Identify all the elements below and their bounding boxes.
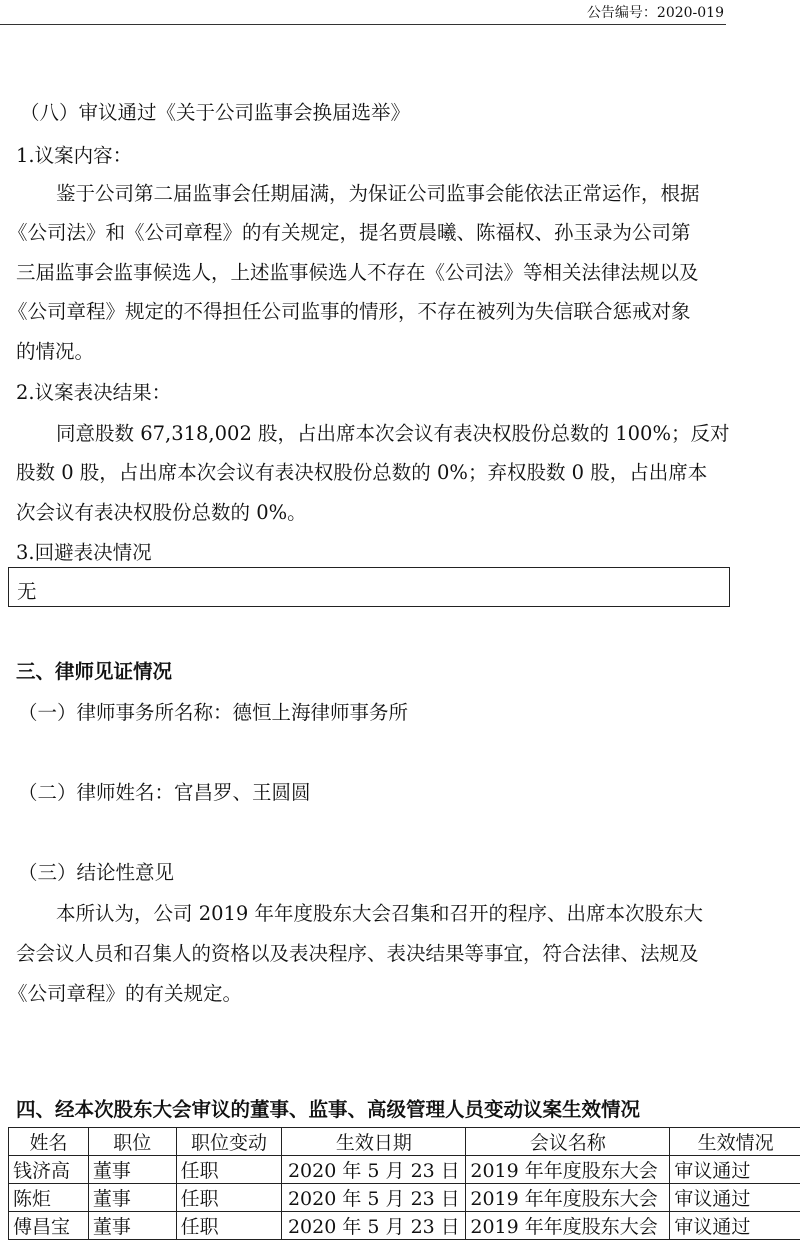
col-name-header: 姓名 xyxy=(9,1128,89,1156)
table-row xyxy=(9,1184,800,1212)
opinion-line: 《公司章程》的有关规定。 xyxy=(8,978,242,1006)
lawyer-names: （二）律师姓名：官昌罗、王圆圆 xyxy=(18,777,311,805)
cell-meeting: 2019 年年度股东大会 xyxy=(466,1184,670,1212)
item1-line: 《公司法》和《公司章程》的有关规定，提名贾晨曦、陈福权、孙玉录为公司第 xyxy=(8,217,691,245)
item1-label: 1.议案内容： xyxy=(16,140,132,168)
cell-name: 钱济高 xyxy=(9,1156,89,1184)
item1-line: 的情况。 xyxy=(16,336,94,364)
item1-line: 《公司章程》规定的不得担任公司监事的情形，不存在被列为失信联合惩戒对象 xyxy=(8,296,691,324)
opinion-line: 本所认为，公司 2019 年年度股东大会召集和召开的程序、出席本次股东大 xyxy=(56,898,703,926)
cell-change: 任职 xyxy=(176,1156,282,1184)
announcement-code: 公告编号：2020-019 xyxy=(587,2,724,22)
cell-position: 董事 xyxy=(88,1156,176,1184)
col-position-header: 职位 xyxy=(88,1128,176,1156)
col-meeting-header: 会议名称 xyxy=(466,1128,670,1156)
cell-meeting: 2019 年年度股东大会 xyxy=(466,1156,670,1184)
recusal-value: 无 xyxy=(17,576,37,604)
section4-title: 四、经本次股东大会审议的董事、监事、高级管理人员变动议案生效情况 xyxy=(16,1094,640,1122)
cell-status: 审议通过 xyxy=(670,1156,800,1184)
section8-title: （八）审议通过《关于公司监事会换届选举》 xyxy=(20,97,410,125)
law-firm-name: （一）律师事务所名称：德恒上海律师事务所 xyxy=(18,697,408,725)
cell-position: 董事 xyxy=(88,1212,176,1240)
personnel-change-table xyxy=(8,1127,800,1240)
cell-change: 任职 xyxy=(176,1212,282,1240)
cell-status: 审议通过 xyxy=(670,1212,800,1240)
cell-change: 任职 xyxy=(176,1184,282,1212)
cell-date: 2020 年 5 月 23 日 xyxy=(282,1156,466,1184)
cell-status: 审议通过 xyxy=(670,1184,800,1212)
table-row xyxy=(9,1212,800,1240)
item2-line: 次会议有表决权股份总数的 0%。 xyxy=(16,497,307,525)
item2-line: 股数 0 股，占出席本次会议有表决权股份总数的 0%；弃权股数 0 股，占出席本 xyxy=(16,457,707,485)
item2-label: 2.议案表决结果： xyxy=(16,377,171,405)
cell-date: 2020 年 5 月 23 日 xyxy=(282,1184,466,1212)
item2-line: 同意股数 67,318,002 股，占出席本次会议有表决权股份总数的 100%；反对 xyxy=(56,418,730,446)
item1-line: 三届监事会监事候选人，上述监事候选人不存在《公司法》等相关法律法规以及 xyxy=(16,257,699,285)
opinion-line: 会会议人员和召集人的资格以及表决程序、表决结果等事宜，符合法律、法规及 xyxy=(16,938,699,966)
cell-position: 董事 xyxy=(88,1184,176,1212)
item3-label: 3.回避表决情况 xyxy=(16,537,152,565)
cell-name: 傅昌宝 xyxy=(9,1212,89,1240)
header-divider xyxy=(0,24,726,25)
cell-meeting: 2019 年年度股东大会 xyxy=(466,1212,670,1240)
opinion-label: （三）结论性意见 xyxy=(18,857,174,885)
item1-line: 鉴于公司第二届监事会任期届满，为保证公司监事会能依法正常运作，根据 xyxy=(56,178,700,206)
recusal-box xyxy=(8,567,730,607)
col-change-header: 职位变动 xyxy=(176,1128,282,1156)
table-row xyxy=(9,1156,800,1184)
section3-title: 三、律师见证情况 xyxy=(16,656,172,684)
col-date-header: 生效日期 xyxy=(282,1128,466,1156)
cell-name: 陈炬 xyxy=(9,1184,89,1212)
cell-date: 2020 年 5 月 23 日 xyxy=(282,1212,466,1240)
col-status-header: 生效情况 xyxy=(670,1128,800,1156)
table-header-row xyxy=(9,1128,800,1156)
